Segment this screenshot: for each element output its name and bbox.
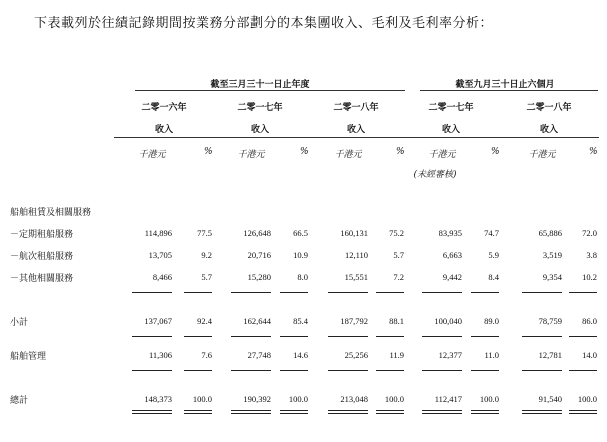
single-underline xyxy=(471,370,499,371)
double-underline xyxy=(328,410,368,414)
single-underline xyxy=(132,336,172,337)
single-underline xyxy=(422,370,462,371)
single-underline xyxy=(132,370,172,371)
row-subtotal-value: 137,067 xyxy=(144,316,172,326)
single-underline xyxy=(522,292,562,293)
revenue-header: 收入 xyxy=(154,125,173,135)
single-underline xyxy=(376,370,404,371)
section-title: 船舶租賃及相關服務 xyxy=(10,208,92,218)
double-underline xyxy=(569,410,597,414)
row-time-charter-value: 83,935 xyxy=(438,228,462,238)
row-total-value: 190,392 xyxy=(243,394,271,404)
single-underline xyxy=(328,292,368,293)
row-ship-management-value: 11.9 xyxy=(389,350,404,360)
row-time-charter-value: 65,886 xyxy=(538,228,562,238)
year-header: 二零一六年 xyxy=(141,103,187,113)
row-voyage-charter-value: 3,519 xyxy=(542,250,562,260)
single-underline xyxy=(569,336,597,337)
single-underline xyxy=(280,336,308,337)
row-other-services-value: 10.2 xyxy=(582,272,597,282)
row-other-services-value: 8.4 xyxy=(488,272,499,282)
row-time-charter-value: 66.5 xyxy=(293,228,308,238)
row-total-label: 總計 xyxy=(10,396,29,406)
single-underline xyxy=(184,292,212,293)
row-time-charter-value: 160,131 xyxy=(340,228,368,238)
single-underline xyxy=(132,292,172,293)
group-rule-fy xyxy=(135,90,405,91)
double-underline xyxy=(376,410,404,414)
year-header: 二零一八年 xyxy=(526,103,572,113)
double-underline xyxy=(422,410,462,414)
double-underline xyxy=(471,410,499,414)
revenue-header: 收入 xyxy=(441,125,460,135)
single-underline xyxy=(231,292,271,293)
row-other-services-value: 7.2 xyxy=(393,272,404,282)
year-header: 二零一七年 xyxy=(428,103,474,113)
row-time-charter-label: －定期租船服務 xyxy=(10,230,74,240)
single-underline xyxy=(184,370,212,371)
row-subtotal-value: 100,040 xyxy=(434,316,462,326)
row-ship-management-value: 11,306 xyxy=(148,350,172,360)
row-other-services-value: 15,551 xyxy=(344,272,368,282)
unit-pct: % xyxy=(300,147,309,157)
row-time-charter-value: 126,648 xyxy=(243,228,271,238)
single-underline xyxy=(184,336,212,337)
intro-text: 下表載列於往績記錄期間按業務分部劃分的本集團收入、毛利及毛利率分析： xyxy=(34,16,494,31)
year-rule xyxy=(499,137,599,138)
single-underline xyxy=(376,292,404,293)
row-other-services-value: 9,354 xyxy=(542,272,562,282)
single-underline xyxy=(569,292,597,293)
row-ship-management-value: 7.6 xyxy=(201,350,212,360)
row-subtotal-label: 小計 xyxy=(10,318,29,328)
row-voyage-charter-value: 20,716 xyxy=(247,250,271,260)
single-underline xyxy=(376,336,404,337)
row-time-charter-value: 72.0 xyxy=(582,228,597,238)
row-ship-management-value: 27,748 xyxy=(247,350,271,360)
double-underline xyxy=(522,410,562,414)
row-subtotal-value: 88.1 xyxy=(389,316,404,326)
double-underline xyxy=(184,410,212,414)
single-underline xyxy=(328,336,368,337)
row-total-value: 112,417 xyxy=(434,394,462,404)
row-subtotal-value: 78,759 xyxy=(538,316,562,326)
row-voyage-charter-value: 13,705 xyxy=(148,250,172,260)
revenue-header: 收入 xyxy=(346,125,365,135)
group-header-6m: 截至九月三十日止六個月 xyxy=(455,80,555,90)
row-total-value: 100.0 xyxy=(192,394,212,404)
single-underline xyxy=(422,336,462,337)
row-ship-management-label: 船舶管理 xyxy=(10,352,47,362)
row-other-services-value: 5.7 xyxy=(201,272,212,282)
unit-hkd: 千港元 xyxy=(428,150,456,160)
single-underline xyxy=(328,370,368,371)
row-total-value: 100.0 xyxy=(577,394,597,404)
unit-hkd: 千港元 xyxy=(237,150,265,160)
row-subtotal-value: 187,792 xyxy=(340,316,368,326)
row-subtotal-value: 85.4 xyxy=(293,316,308,326)
unaudited-note: (未經審核) xyxy=(413,170,457,180)
row-total-value: 100.0 xyxy=(288,394,308,404)
row-voyage-charter-value: 5.7 xyxy=(393,250,404,260)
row-ship-management-value: 12,781 xyxy=(538,350,562,360)
row-other-services-value: 15,280 xyxy=(247,272,271,282)
row-voyage-charter-value: 6,663 xyxy=(442,250,462,260)
row-other-services-value: 8.0 xyxy=(297,272,308,282)
row-ship-management-value: 25,256 xyxy=(344,350,368,360)
revenue-header: 收入 xyxy=(539,125,558,135)
year-header: 二零一八年 xyxy=(333,103,379,113)
row-total-value: 100.0 xyxy=(479,394,499,404)
unit-pct: % xyxy=(396,147,405,157)
year-rule xyxy=(114,137,214,138)
single-underline xyxy=(422,292,462,293)
row-subtotal-value: 162,644 xyxy=(243,316,271,326)
row-voyage-charter-label: －航次租船服務 xyxy=(10,252,74,262)
single-underline xyxy=(471,336,499,337)
row-voyage-charter-value: 5.9 xyxy=(488,250,499,260)
row-voyage-charter-value: 3.8 xyxy=(586,250,597,260)
unit-pct: % xyxy=(491,147,500,157)
unit-pct: % xyxy=(204,147,213,157)
single-underline xyxy=(569,370,597,371)
row-voyage-charter-value: 9.2 xyxy=(201,250,212,260)
row-subtotal-value: 89.0 xyxy=(484,316,499,326)
unit-pct: % xyxy=(589,147,598,157)
row-subtotal-value: 92.4 xyxy=(197,316,212,326)
row-time-charter-value: 77.5 xyxy=(197,228,212,238)
unit-hkd: 千港元 xyxy=(334,150,362,160)
double-underline xyxy=(231,410,271,414)
row-voyage-charter-value: 10.9 xyxy=(293,250,308,260)
group-header-fy: 截至三月三十一日止年度 xyxy=(210,80,310,90)
row-total-value: 148,373 xyxy=(144,394,172,404)
year-rule xyxy=(306,137,406,138)
row-voyage-charter-value: 12,110 xyxy=(344,250,368,260)
row-ship-management-value: 14.6 xyxy=(293,350,308,360)
row-total-value: 213,048 xyxy=(340,394,368,404)
single-underline xyxy=(231,370,271,371)
row-other-services-value: 8,466 xyxy=(152,272,172,282)
row-total-value: 91,540 xyxy=(538,394,562,404)
row-subtotal-value: 86.0 xyxy=(582,316,597,326)
row-ship-management-value: 11.0 xyxy=(484,350,499,360)
single-underline xyxy=(231,336,271,337)
unit-hkd: 千港元 xyxy=(138,150,166,160)
year-rule xyxy=(401,137,501,138)
double-underline xyxy=(280,410,308,414)
row-time-charter-value: 74.7 xyxy=(484,228,499,238)
double-underline xyxy=(132,410,172,414)
single-underline xyxy=(280,370,308,371)
row-time-charter-value: 114,896 xyxy=(144,228,172,238)
single-underline xyxy=(522,370,562,371)
year-rule xyxy=(210,137,310,138)
single-underline xyxy=(471,292,499,293)
revenue-header: 收入 xyxy=(250,125,269,135)
unit-hkd: 千港元 xyxy=(528,150,556,160)
single-underline xyxy=(280,292,308,293)
row-total-value: 100.0 xyxy=(384,394,404,404)
row-ship-management-value: 12,377 xyxy=(438,350,462,360)
row-other-services-label: －其他相關服務 xyxy=(10,274,74,284)
row-time-charter-value: 75.2 xyxy=(389,228,404,238)
row-other-services-value: 9,442 xyxy=(442,272,462,282)
group-rule-6m xyxy=(420,90,598,91)
row-ship-management-value: 14.0 xyxy=(582,350,597,360)
single-underline xyxy=(522,336,562,337)
year-header: 二零一七年 xyxy=(237,103,283,113)
